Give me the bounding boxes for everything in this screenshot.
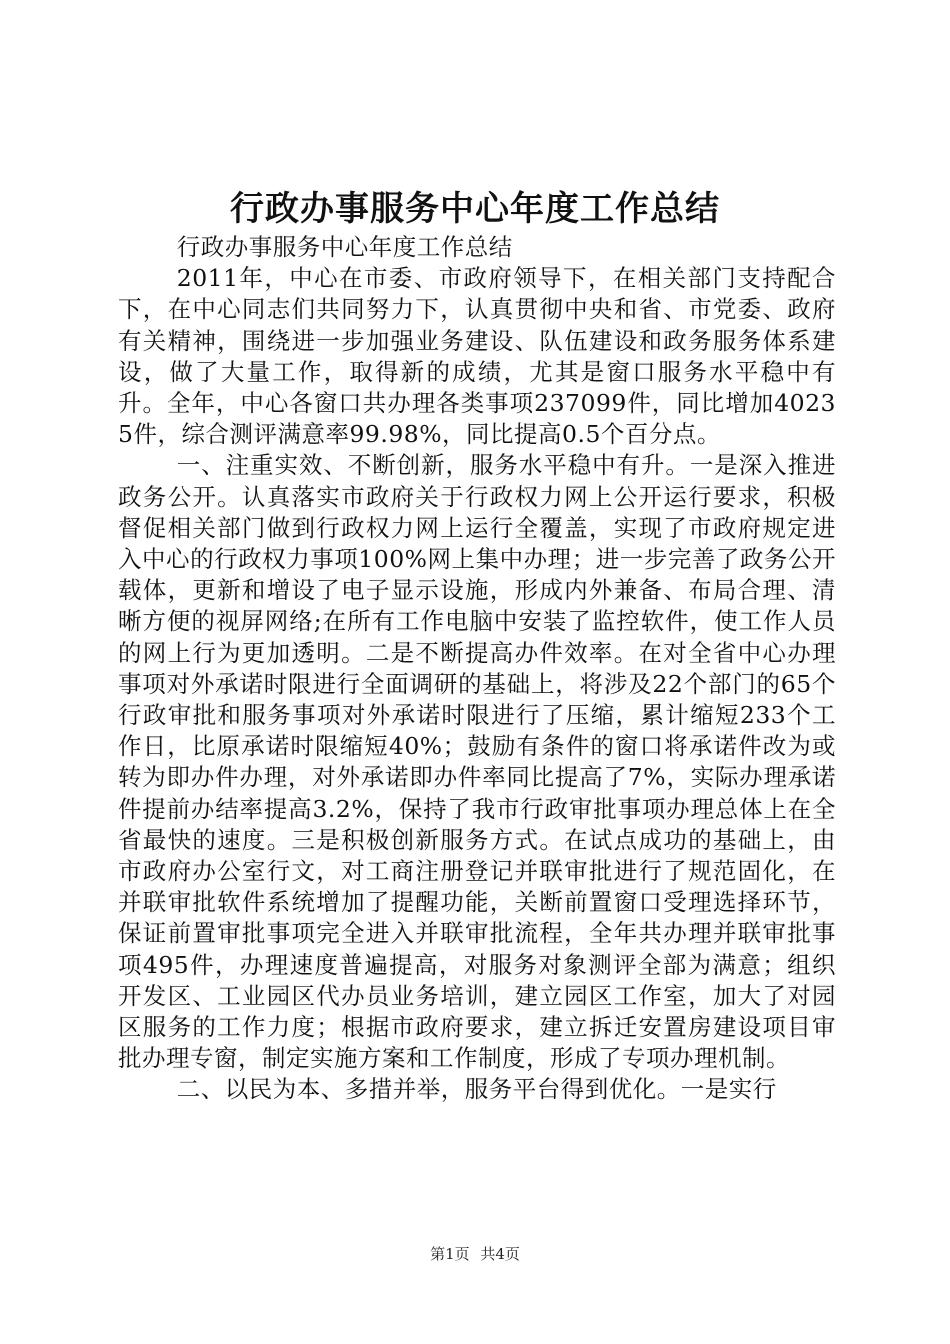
document-body <box>118 232 836 1106</box>
paragraph-subtitle: 行政办事服务中心年度工作总结 <box>176 233 513 261</box>
page-number: 第1页 <box>430 1245 470 1263</box>
paragraph-intro: 2011年，中心在市委、市政府领导下，在相关部门支持配合下，在中心同志们共同努力下，认真贯彻中央和省、市党委、政府有关精神，围绕进一步加强业务建设、队伍建设和政务服务体系建设，做了大量工作，取得新的成绩，尤其是窗口服务水平稳中有升。全年，中心各窗口共办理各类事项237099件，同比增加40235件，综合测评满意率99.98%，同比提高0.5个百分点。 <box>118 264 836 449</box>
page-footer <box>0 1244 950 1264</box>
document-title: 行政办事服务中心年度工作总结 <box>230 189 720 229</box>
paragraph-section-two: 二、以民为本、多措并举，服务平台得到优化。一是实行 <box>176 1075 777 1104</box>
paragraph-section-one: 一、注重实效、不断创新，服务水平稳中有升。一是深入推进政务公开。认真落实市政府关于行政权力网上公开运行要求，积极督促相关部门做到行政权力网上运行全覆盖，实现了市政府规定进入中心的行政权力事项100%网上集中办理；进一步完善了政务公开载体，更新和增设了电子显示设施，形成内外兼备、布局合理、清晰方便的视屏网络;在所有工作电脑中安装了监控软件，使工作人员的网上行为更加透明。二是不断提高办件效率。在对全省中心办理事项对外承诺时限进行全面调研的基础上，将涉及22个部门的65个行政审批和服务事项对外承诺时限进行了压缩，累计缩短233个工作日，比原承诺时限缩短40%；鼓励有条件的窗口将承诺件改为或转为即办件办理，对外承诺即办件率同比提高了7%，实际办理承诺件提前办结率提高3.2%，保持了我市行政审批事项办理总体上在全省最快的速度。三是积极创新服务方式。在试点成功的基础上，由市政府办公室行文，对工商注册登记并联审批进行了规范固化，在并联审批软件系统增加了提醒功能，关断前置窗口受理选择环节，保证前置审批事项完全进入并联审批流程，全年共办理并联审批事项495件，办理速度普遍提高，对服务对象测评全部为满意；组织开发区、工业园区代办员业务培训，建立园区工作室，加大了对园区服务的工作力度；根据市政府要求，建立拆迁安置房建设项目审批办理专窗，制定实施方案和工作制度，形成了专项办理机制。 <box>118 451 836 1073</box>
page-total: 共4页 <box>480 1245 520 1263</box>
